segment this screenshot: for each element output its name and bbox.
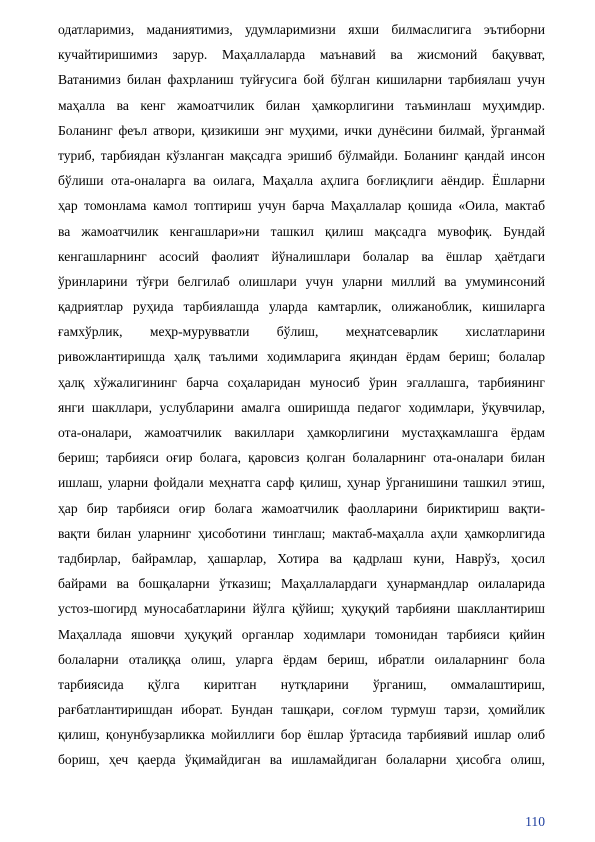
text-line: қилиш, қонунбузарликка мойиллиги бор ёшлар ўртасида тарбиявий ишлар олиб bbox=[58, 727, 545, 743]
text-line: байрами ва бошқаларни ўтказиш; Маҳаллалардаги ҳунармандлар оилаларида bbox=[58, 576, 545, 592]
text-line: Боланинг феъл атвори, қизикиши энг муҳими, ички дунёсини билмай, ўрганмай bbox=[58, 122, 545, 138]
text-line: ота-оналари, жамоатчилик вакиллари ҳамкорлигини мустаҳкамлашга ёрдам bbox=[58, 425, 545, 440]
text-line: бориш, ҳеч қаерда ўқимайдиган ва ишламайдиган болаларни ҳисобга олиш, bbox=[58, 752, 545, 768]
text-line: бериш; тарбияси оғир болага, қаровсиз қолган болаларнинг ота-оналари билан bbox=[58, 450, 545, 466]
document-body bbox=[58, 17, 545, 773]
text-line: Ватанимиз билан фахрланиш туйғусига бой бўлган кишиларни тарбиялаш учун bbox=[58, 72, 545, 88]
text-line: бўлиши ота-оналарга ва оилага, Маҳалла аҳлига боғлиқлиги аёндир. Ёшларни bbox=[58, 173, 545, 189]
text-line: вақти билан уларнинг ҳисоботини тинглаш; мактаб-маҳалла аҳли ҳамкорлигида bbox=[58, 525, 545, 541]
page-number: 110 bbox=[525, 814, 545, 829]
text-line: кучайтиришимиз зарур. Маҳаллаларда маънавий ва жисмоний бақувват, bbox=[58, 47, 545, 63]
text-line: рағбатлантиришдан иборат. Бундан ташқари, соғлом турмуш тарзи, ҳомийлик bbox=[58, 702, 545, 718]
text-line: ва жамоатчилик кенгашлари»ни ташкил қилиш мақсадга мувофиқ. Бундай bbox=[58, 223, 545, 239]
text-line: кенгашларнинг асосий фаолият йўналишлари болалар ва ёшлар ҳаётдаги bbox=[58, 248, 545, 264]
text-line: маҳалла ва кенг жамоатчилик билан ҳамкорлигини таъминлаш муҳимдир. bbox=[58, 97, 545, 113]
text-line: ишлаш, уларни фойдали меҳнатга сарф қилиш, ҳунар ўрганишини ташкил этиш, bbox=[58, 475, 545, 491]
text-line: ривожлантиришда ҳалқ таълими ходимларига яқиндан ёрдам бериш; болалар bbox=[58, 349, 545, 365]
text-line: тадбирлар, байрамлар, ҳашарлар, Хотира ва қадрлаш куни, Наврўз, ҳосил bbox=[58, 550, 545, 566]
text-line: Маҳаллада яшовчи ҳуқуқий органлар ходимлари томонидан тарбияси қийин bbox=[58, 626, 545, 642]
text-line: ҳар томонлама камол топтириш учун барча Маҳаллалар қошида «Оила, мактаб bbox=[58, 198, 545, 214]
text-line: ҳалқ хўжалигининг барча соҳаларидан муносиб ўрин эгаллашга, тарбиянинг bbox=[58, 374, 545, 390]
text-line: қадриятлар руҳида тарбиялашда уларда камтарлик, олижаноблик, кишиларга bbox=[58, 299, 545, 315]
text-line: устоз-шогирд муносабатларини йўлга қўйиш; ҳуқуқий тарбияни шакллантириш bbox=[58, 601, 545, 617]
text-line: ҳар бир тарбияси оғир болага жамоатчилик фаолларини бириктириш вақти- bbox=[58, 500, 545, 516]
text-line: тарбиясида қўлга киритган нутқларини ўрганиш, оммалаштириш, bbox=[58, 676, 545, 692]
text-line: туриб, тарбиядан кўзланган мақсадга эришиб бўлмайди. Боланинг қандай инсон bbox=[58, 147, 545, 163]
text-line: ўринларини тўғри белгилаб олишлари учун уларни миллий ва умуминсоний bbox=[58, 273, 545, 289]
text-line: болаларни оталиққа олиш, уларга ёрдам бериш, ибратли оилаларнинг бола bbox=[58, 651, 545, 667]
text-line: одатларимиз, маданиятимиз, удумларимизни яхши билмаслигига эътиборни bbox=[58, 22, 545, 37]
text-line: ғамхўрлик, меҳр-мурувватли бўлиш, меҳнатсеварлик хислатларини bbox=[58, 324, 545, 340]
text-line: янги шакллари, услубларини амалга оширишда педагог ходимлари, ўқувчилар, bbox=[58, 399, 545, 415]
